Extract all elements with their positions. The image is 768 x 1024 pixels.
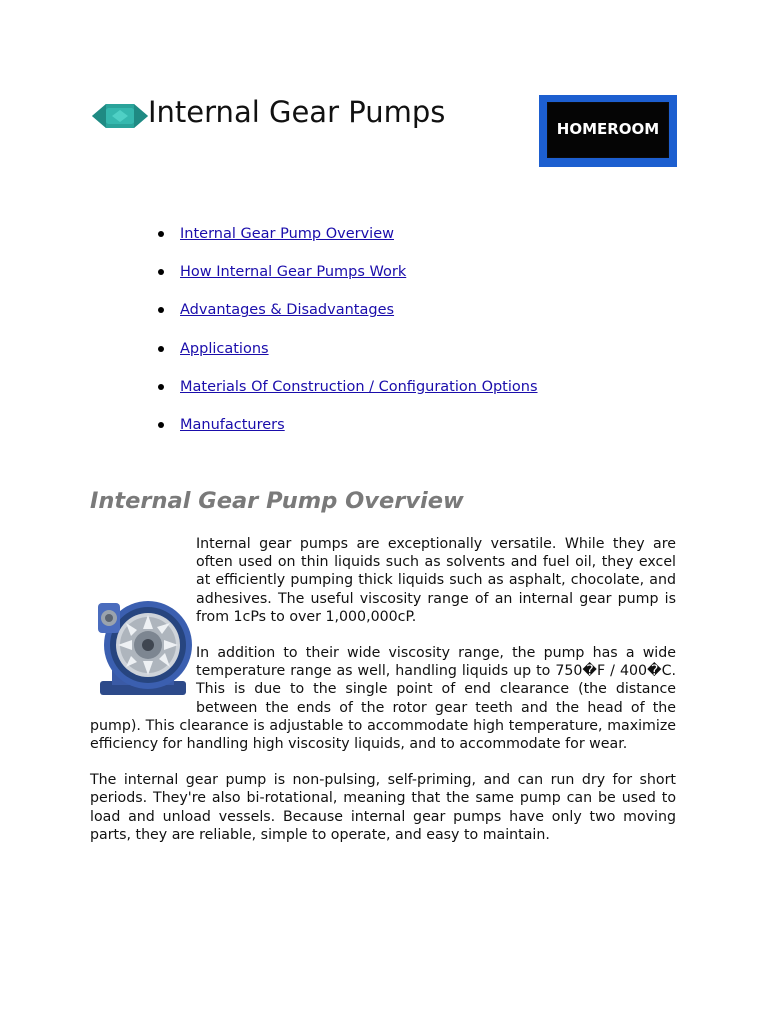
homeroom-badge-text: HOMEROOM <box>556 120 660 138</box>
toc-item <box>158 222 538 260</box>
section-title: Internal Gear Pump Overview <box>90 488 464 514</box>
bullet-icon <box>158 422 164 428</box>
homeroom-badge[interactable] <box>539 95 677 167</box>
toc-item <box>158 337 538 375</box>
toc-item <box>158 298 538 336</box>
header <box>90 88 680 172</box>
bullet-icon <box>158 384 164 390</box>
toc-link-applications[interactable]: Applications <box>180 340 269 357</box>
bullet-icon <box>158 231 164 237</box>
toc-item <box>158 375 538 413</box>
toc-item <box>158 413 538 451</box>
toc-link-manufacturers[interactable]: Manufacturers <box>180 416 285 433</box>
paragraph: The internal gear pump is non-pulsing, self-priming, and can run dry for short periods. They're also bi-rotational, meaning that the same pump can be used to load and unload vessels. Because internal gear pumps have only two moving parts, they are reliable, simple to operate, and easy to maintain. <box>90 772 676 843</box>
table-of-contents <box>158 222 538 451</box>
bullet-icon <box>158 346 164 352</box>
paragraph: In addition to their wide viscosity range, the pump has a wide temperature range as well, handling liquids up to 750�F / 400�C. This is due to the single point of end clearance (the distance between the ends of the rotor gear teeth and the head of the pump). This clearance is adjustable to accommodate high temperature, maximize efficiency for handling high viscosity liquids, and to accommodate for wear. <box>90 645 676 753</box>
page-title: Internal Gear Pumps <box>148 95 446 129</box>
toc-item <box>158 260 538 298</box>
internal-gear-pump-illustration-icon <box>90 589 194 705</box>
toc-link-overview[interactable]: Internal Gear Pump Overview <box>180 226 394 242</box>
toc-link-advantages[interactable]: Advantages & Disadvantages <box>180 302 395 319</box>
chalkboard <box>547 102 669 158</box>
toc-link-materials[interactable]: Materials Of Construction / Configuration Options <box>180 378 538 395</box>
teal-diamond-logo-icon <box>90 94 150 138</box>
section-body <box>90 535 676 862</box>
bullet-icon <box>158 307 164 313</box>
paragraph: Internal gear pumps are exceptionally versatile. While they are often used on thin liquids such as solvents and fuel oil, they excel at efficiently pumping thick liquids such as asphalt, chocolate, and adhesives. The useful viscosity range of an internal gear pump is from 1cPs to over 1,000,000cP. <box>196 536 676 625</box>
bullet-icon <box>158 269 164 275</box>
toc-link-how-it-works[interactable]: How Internal Gear Pumps Work <box>180 264 407 281</box>
